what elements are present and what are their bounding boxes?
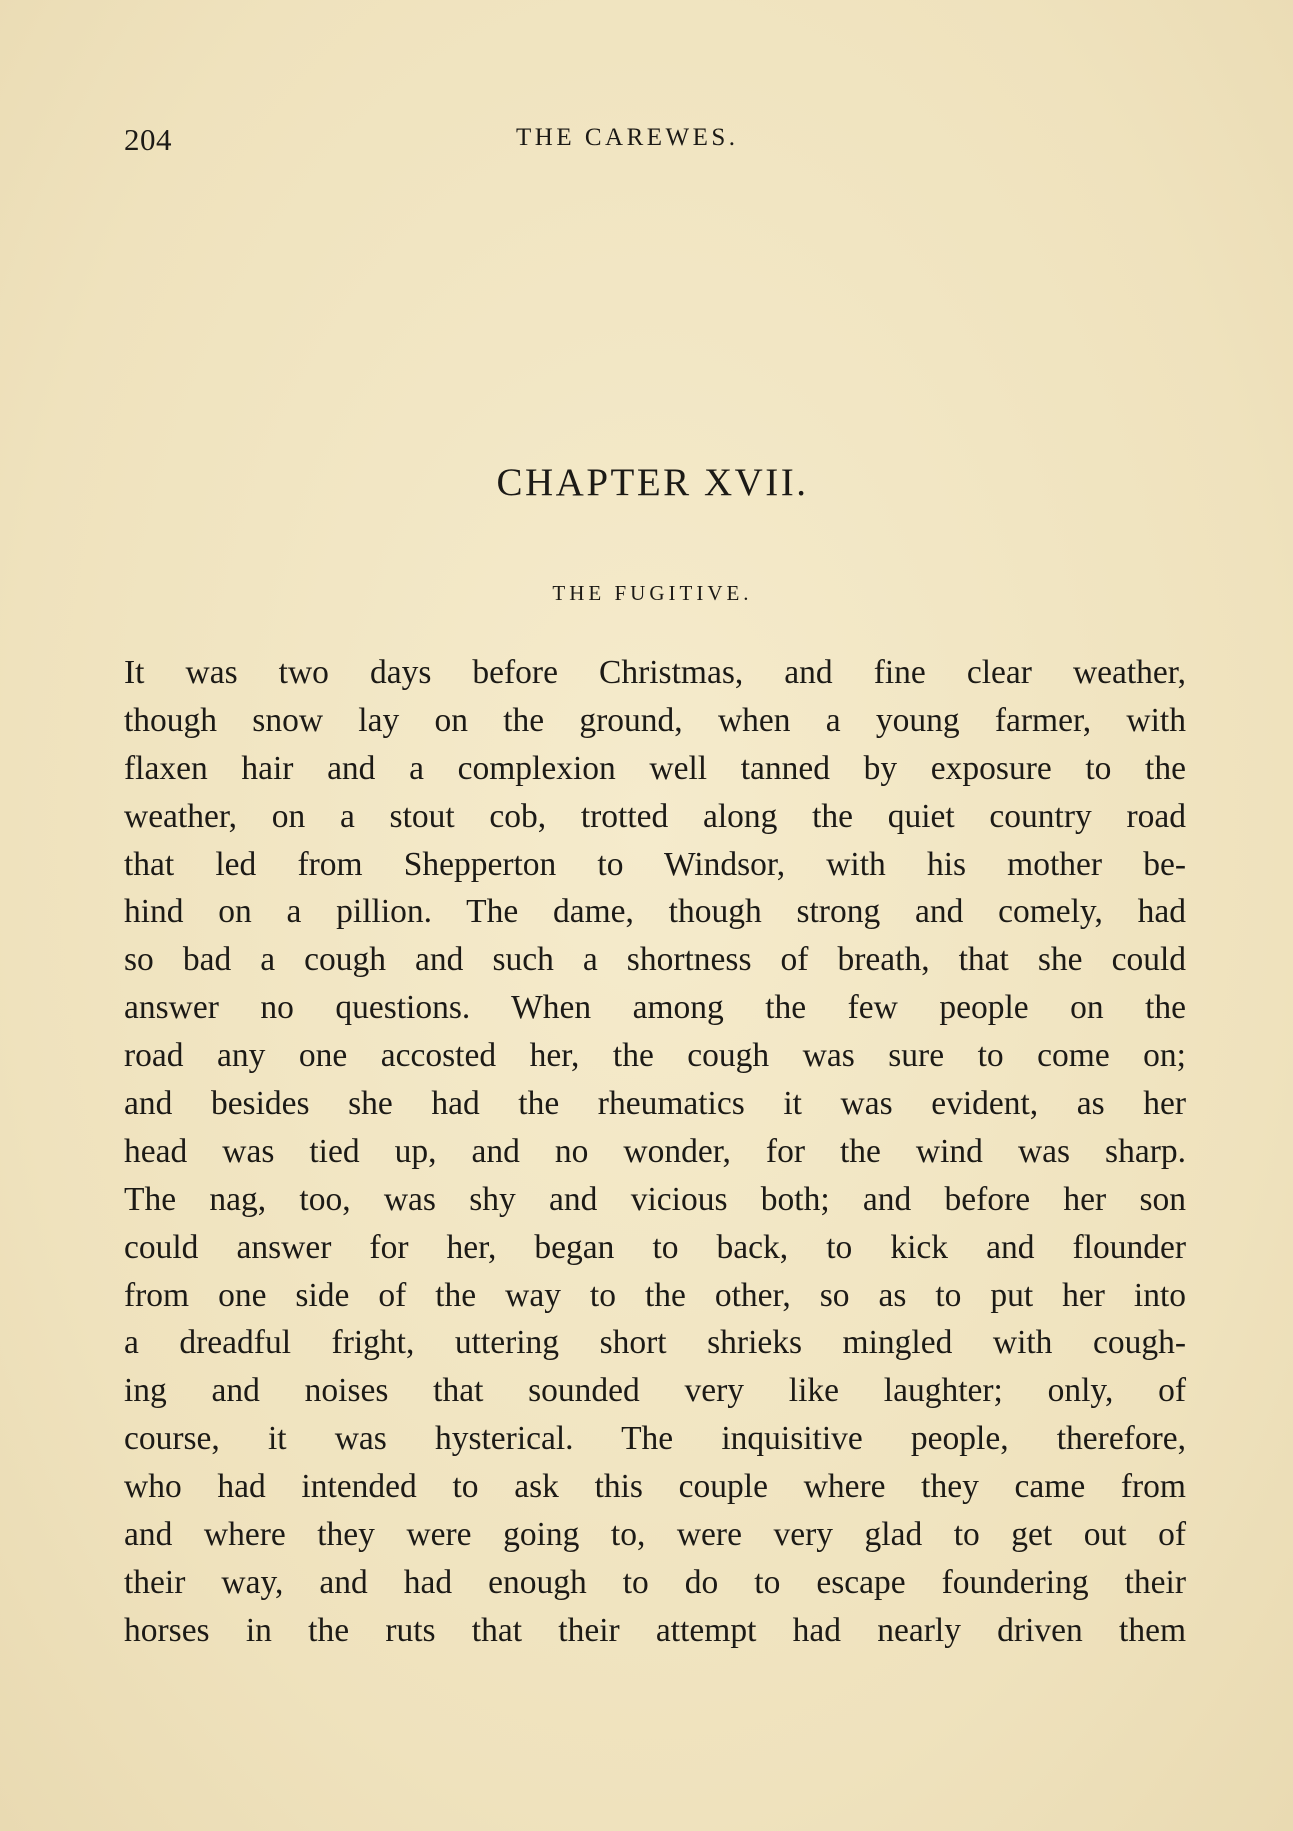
text-line: their way, and had enough to do to escape foundering their: [124, 1563, 1186, 1601]
text-line: road any one accosted her, the cough was sure to come on;: [124, 1037, 1186, 1075]
text-line: could answer for her, began to back, to kick and flounder: [124, 1228, 1186, 1266]
text-line: head was tied up, and no wonder, for the wind was sharp.: [124, 1132, 1186, 1170]
page-number: 204: [124, 122, 172, 157]
text-line: flaxen hair and a complexion well tanned by exposure to the: [124, 749, 1186, 787]
chapter-subtitle: THE FUGITIVE.: [552, 581, 753, 605]
text-line: course, it was hysterical. The inquisitive people, therefore,: [124, 1420, 1186, 1458]
text-line: though snow lay on the ground, when a young farmer, with: [124, 701, 1186, 739]
text-line: hind on a pillion. The dame, though strong and comely, had: [124, 893, 1186, 931]
text-line: from one side of the way to the other, so as to put her into: [124, 1276, 1186, 1314]
text-line: and besides she had the rheumatics it was evident, as her: [124, 1085, 1186, 1123]
text-line: that led from Shepperton to Windsor, with his mother be-: [124, 845, 1186, 883]
text-line: so bad a cough and such a shortness of breath, that she could: [124, 941, 1186, 979]
text-line: horses in the ruts that their attempt had nearly driven them: [124, 1611, 1186, 1649]
text-line: The nag, too, was shy and vicious both; and before her son: [124, 1180, 1186, 1218]
text-line: and where they were going to, were very glad to get out of: [124, 1516, 1186, 1554]
chapter-title: CHAPTER XVII.: [496, 461, 809, 504]
text-line: It was two days before Christmas, and fine clear weather,: [124, 654, 1186, 691]
text-line: a dreadful fright, uttering short shrieks mingled with cough-: [124, 1324, 1186, 1362]
text-line: answer no questions. When among the few people on the: [124, 989, 1186, 1027]
running-head: [124, 122, 1189, 162]
text-line: who had intended to ask this couple where they came from: [124, 1468, 1186, 1506]
text-line: ing and noises that sounded very like laughter; only, of: [124, 1372, 1186, 1410]
body-text: [124, 649, 1186, 1655]
running-title: THE CAREWES.: [516, 124, 739, 151]
text-line: weather, on a stout cob, trotted along the quiet country road: [124, 797, 1186, 835]
